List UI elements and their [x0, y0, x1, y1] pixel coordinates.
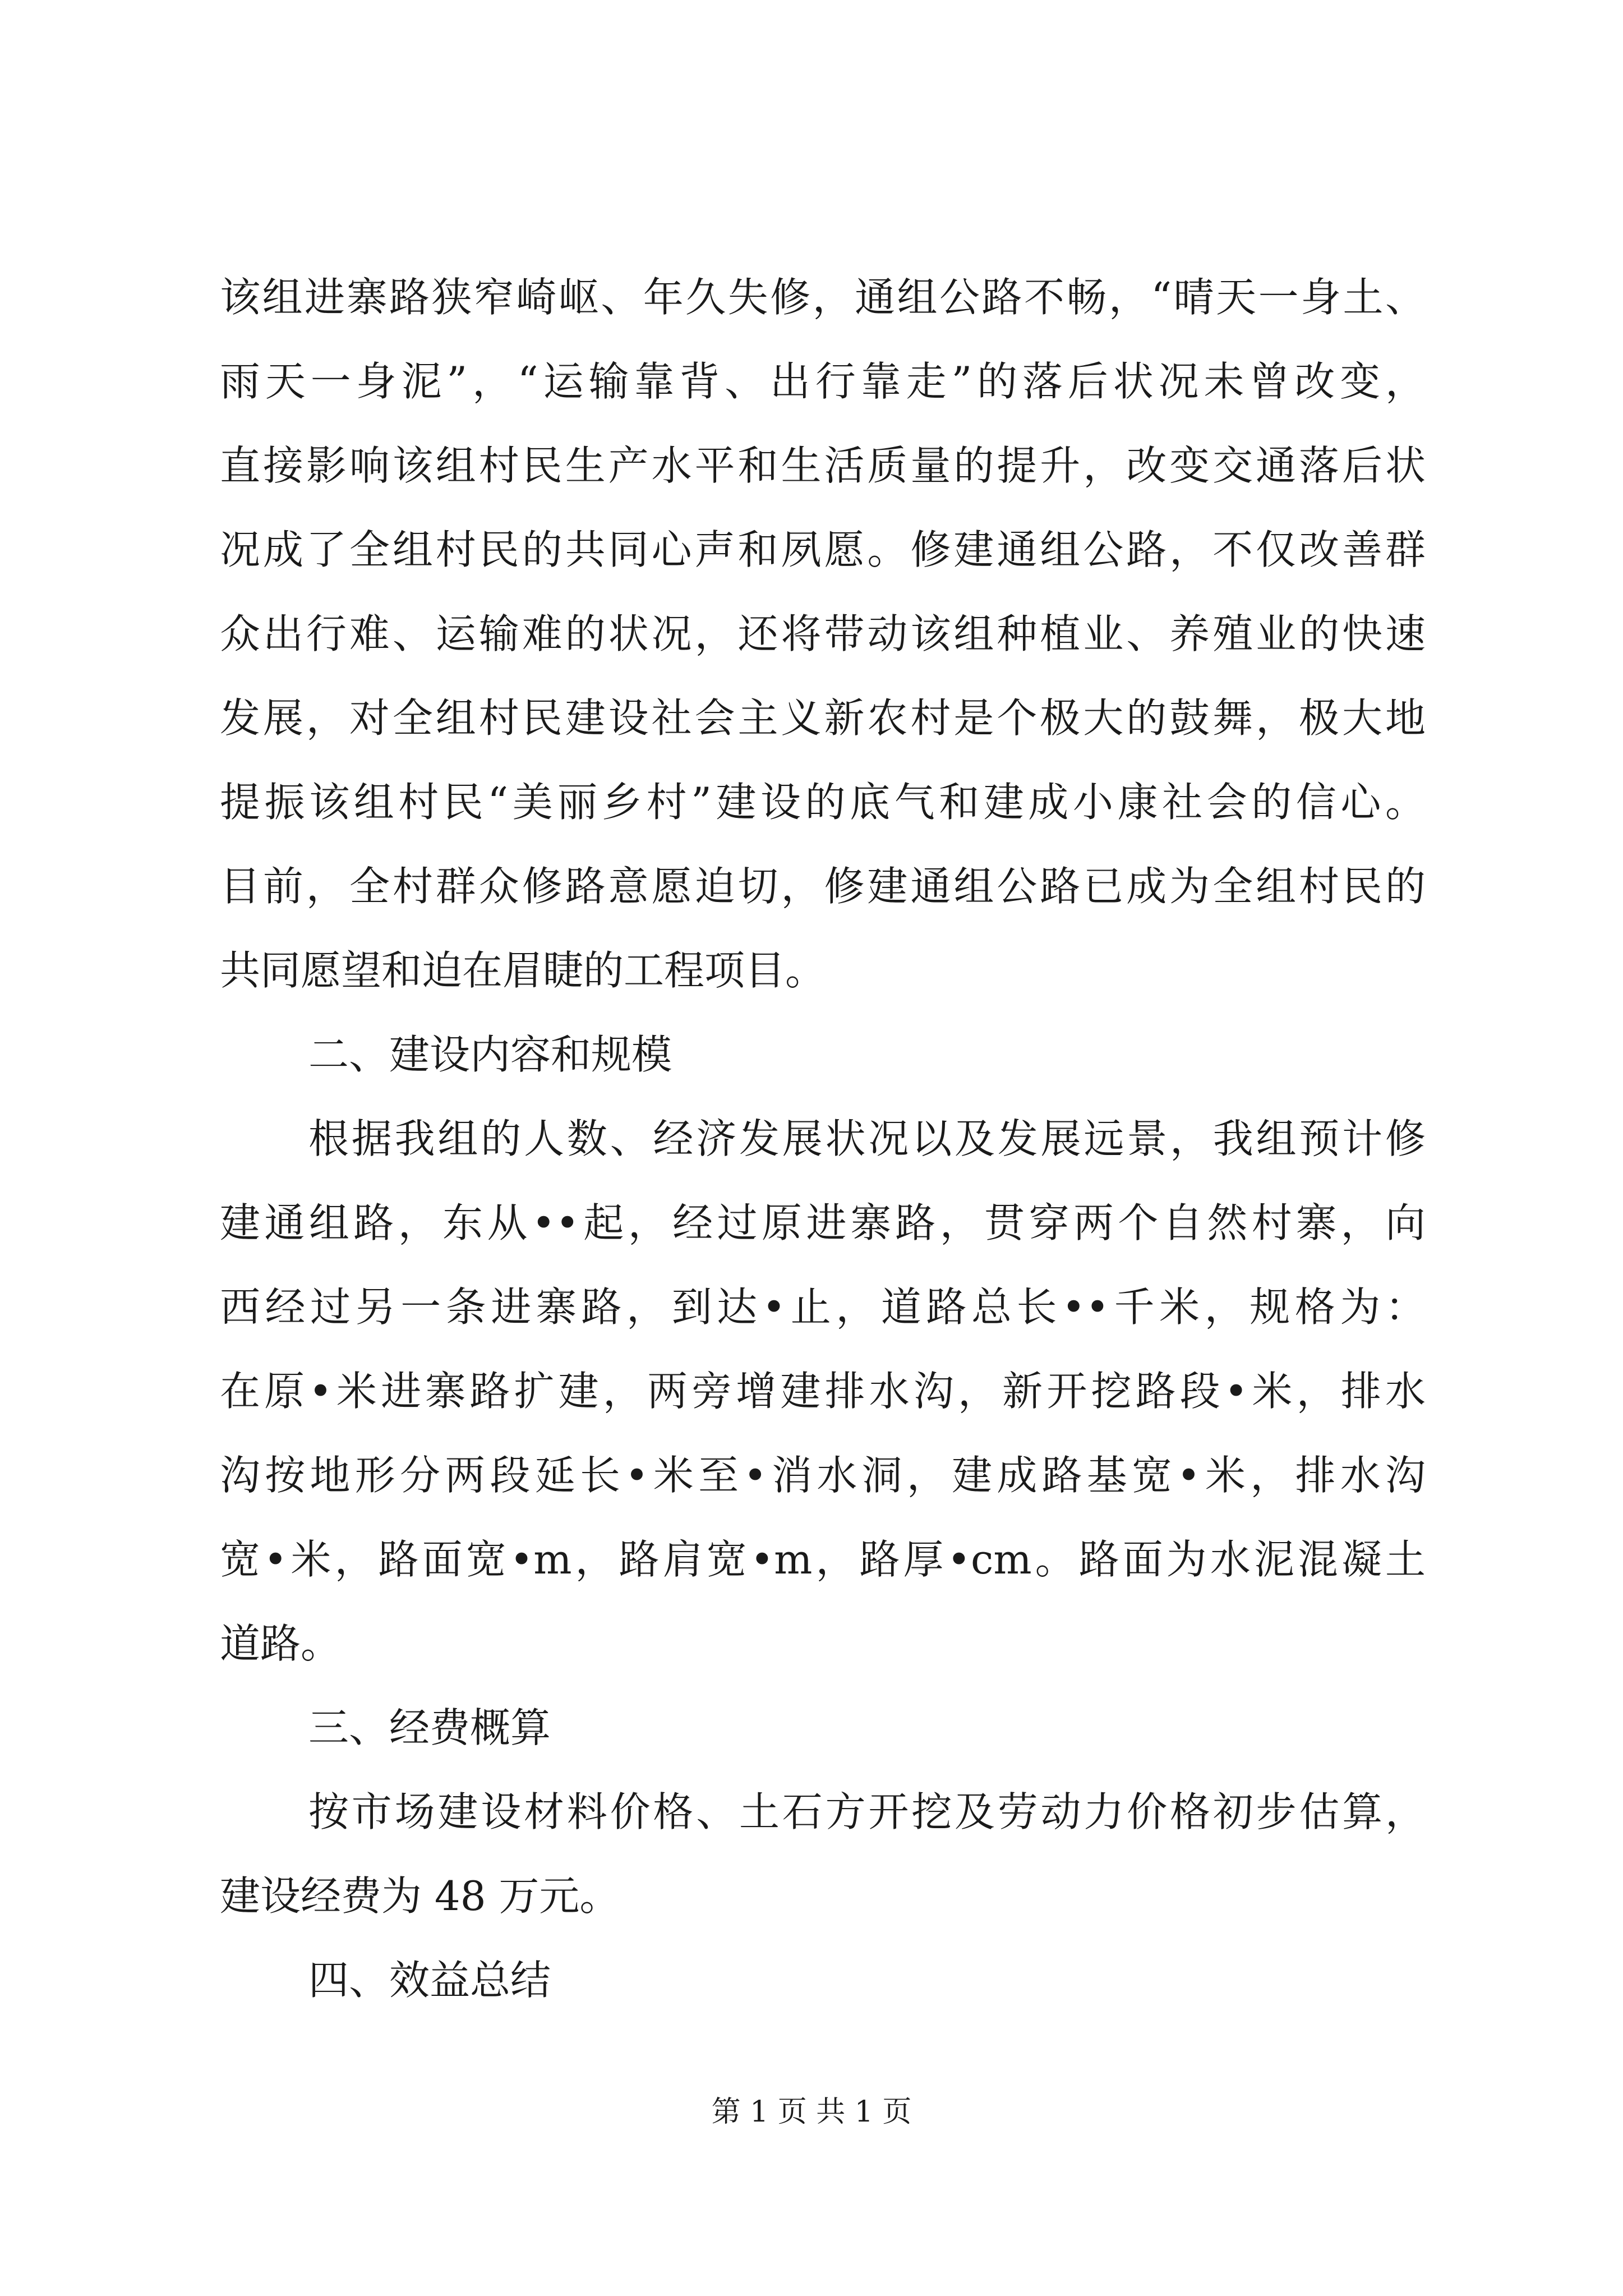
- paragraph-line: 该组进寨路狭窄崎岖、年久失修，通组公路不畅，“晴天一身土、: [220, 274, 1426, 321]
- paragraph-line: 共同愿望和迫在眉睫的工程项目。: [220, 947, 826, 994]
- section-heading: 三、经费概算: [308, 1704, 551, 1751]
- section-heading: 二、建设内容和规模: [308, 1031, 672, 1078]
- paragraph-line: 宽•米，路面宽•m，路肩宽•m，路厚•cm。路面为水泥混凝土: [220, 1536, 1426, 1583]
- paragraph-line: 根据我组的人数、经济发展状况以及发展远景，我组预计修: [308, 1115, 1426, 1162]
- page-footer: 第 1 页 共 1 页: [711, 2095, 912, 2129]
- paragraph-line: 众出行难、运输难的状况，还将带动该组种植业、养殖业的快速: [220, 610, 1426, 657]
- paragraph-line: 道路。: [220, 1620, 342, 1667]
- paragraph-line: 在原•米进寨路扩建，两旁增建排水沟，新开挖路段•米，排水: [220, 1368, 1426, 1415]
- paragraph-line: 建通组路，东从••起，经过原进寨路，贯穿两个自然村寨，向: [220, 1199, 1426, 1246]
- document-body: [220, 255, 1426, 2022]
- paragraph-line: 发展，对全组村民建设社会主义新农村是个极大的鼓舞，极大地: [220, 694, 1426, 742]
- paragraph-line: 目前，全村群众修路意愿迫切，修建通组公路已成为全组村民的: [220, 863, 1426, 910]
- paragraph-line: 况成了全组村民的共同心声和夙愿。修建通组公路，不仅改善群: [220, 526, 1426, 573]
- section-heading: 四、效益总结: [308, 1957, 551, 2004]
- paragraph-line: 建设经费为 48 万元。: [220, 1872, 620, 1920]
- paragraph-line: 按市场建设材料价格、土石方开挖及劳动力价格初步估算，: [308, 1788, 1426, 1835]
- paragraph-line: 提振该组村民“美丽乡村”建设的底气和建成小康社会的信心。: [220, 779, 1426, 826]
- paragraph-line: 雨天一身泥”，“运输靠背、出行靠走”的落后状况未曾改变，: [220, 358, 1426, 405]
- paragraph-line: 沟按地形分两段延长•米至•消水洞，建成路基宽•米，排水沟: [220, 1452, 1426, 1499]
- paragraph-line: 直接影响该组村民生产水平和生活质量的提升，改变交通落后状: [220, 442, 1426, 489]
- paragraph-line: 西经过另一条进寨路，到达•止，道路总长••千米，规格为：: [220, 1283, 1426, 1331]
